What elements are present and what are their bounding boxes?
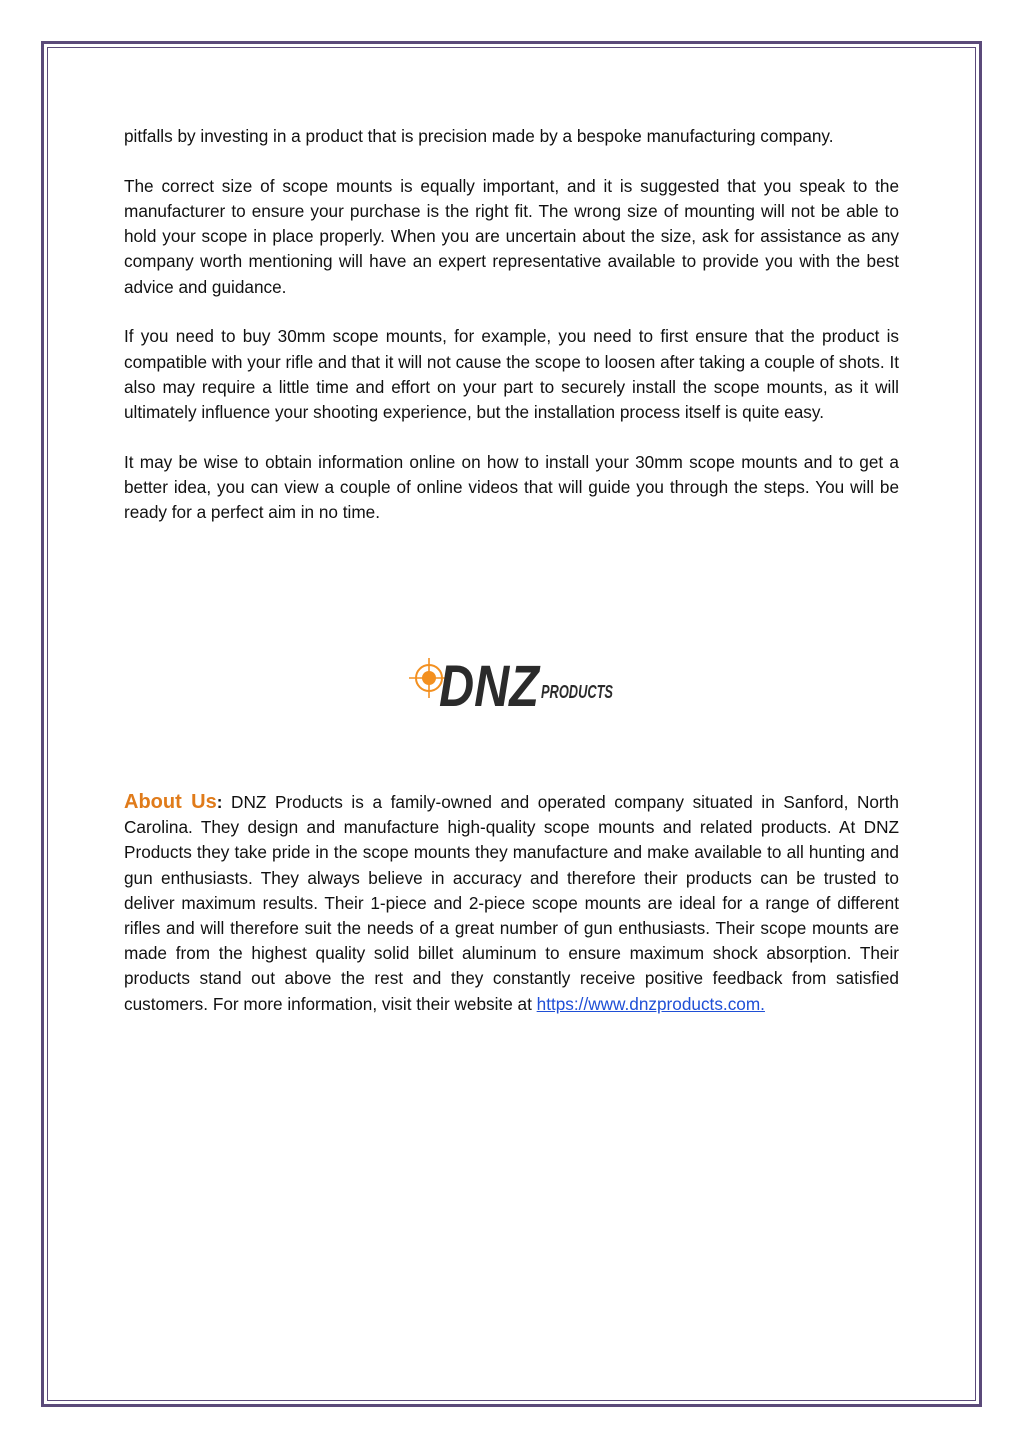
paragraph-1: pitfalls by investing in a product that is precision made by a bespoke manufacturing company. [124, 126, 834, 146]
paragraph-3: If you need to buy 30mm scope mounts, for example, you need to first ensure that the product is compatible with your rifle and that it will not cause the scope to loosen after taking a couple of shots. It also may require a little time and effort on your part to securely install the scope mounts, as it will ultimately influence your shooting experience, but the installation process itself is quite easy. [124, 326, 899, 423]
logo-graphic [405, 636, 617, 720]
paragraph-2: The correct size of scope mounts is equally important, and it is suggested that you speak to the manufacturer to ensure your purchase is the right fit. The wrong size of mounting will not be able to hold your scope in place properly. When you are uncertain about the size, ask for assistance as any company worth mentioning will have an expert representative available to provide you with the best advice and guidance. [124, 175, 899, 297]
dnz-products-logo [405, 636, 617, 720]
paragraph-4: It may be wise to obtain information online on how to install your 30mm scope mounts and to get a better idea, you can view a couple of online videos that will guide you through the steps. You will be ready for a perfect aim in no time. [124, 451, 899, 523]
about-us-heading: About Us [124, 791, 217, 813]
logo-brand-text: DNZ [439, 654, 542, 719]
about-us-colon: : [216, 792, 223, 812]
website-link[interactable]: https://www.dnzproducts.com. [536, 993, 765, 1014]
logo-sub-text: PRODUCTS [541, 682, 613, 702]
about-us-body: DNZ Products is a family-owned and operated company situated in Sanford, North Carolina. They design and manufacture high-quality scope mounts and related products. At DNZ Products they take pride in the scope mounts they manufacture and make available to all hunting and gun enthusiasts. They always believe in accuracy and therefore their products can be trusted to deliver maximum results. Their 1-piece and 2-piece scope mounts are ideal for a range of different rifles and will therefore suit the needs of a great number of gun enthusiasts. Their scope mounts are made from the highest quality solid billet aluminum to ensure maximum shock absorption. Their products stand out above the rest and they constantly receive positive feedback from satisfied customers. For more information, visit their website at [124, 792, 899, 1014]
about-us-section [124, 790, 899, 1017]
body-text [124, 124, 899, 550]
